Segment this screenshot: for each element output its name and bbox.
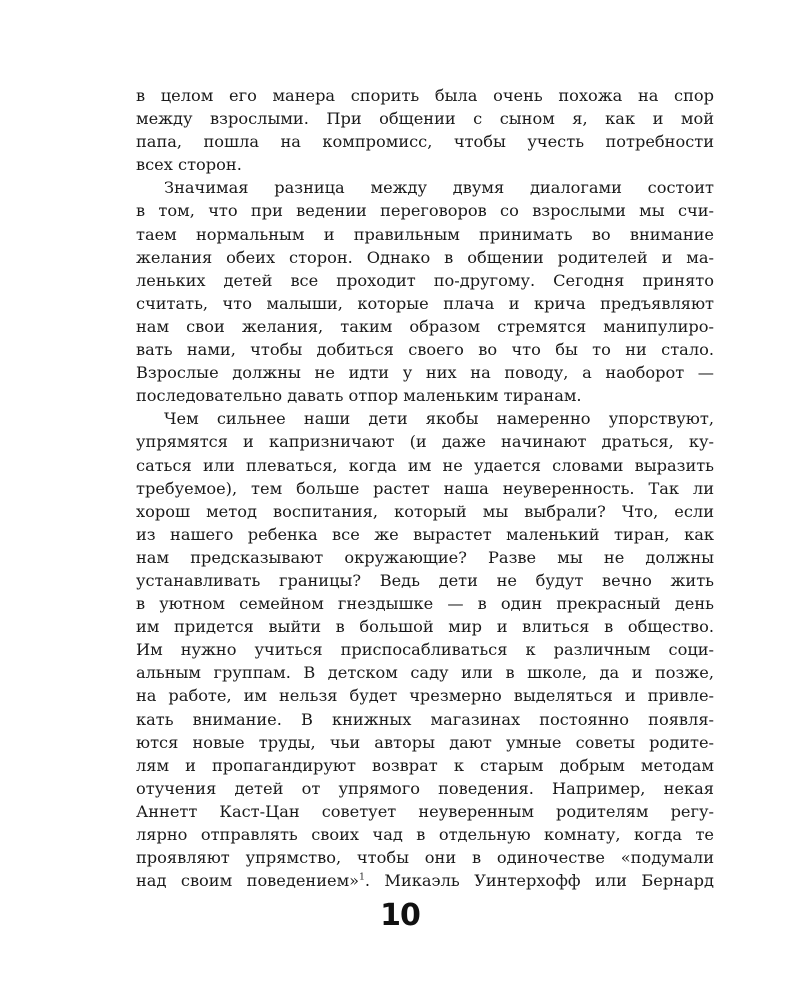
text-line: нам свои желания, таким образом стремятся манипулиро- [136,316,714,336]
text-line: упрямятся и капризничают (и даже начинают драться, ку- [136,432,714,452]
text-line: в том, что при ведении переговоров со взрослыми мы счи- [136,201,714,221]
text-line: ются новые труды, чьи авторы дают умные советы родите- [136,732,714,752]
text-line: последовательно давать отпор маленьким тиранам. [136,386,582,406]
text-line: Им нужно учиться приспосабливаться к различным соци- [136,640,714,660]
text-line: устанавливать границы? Ведь дети не будут вечно жить [136,570,714,590]
body-text [136,84,714,892]
text-line: считать, что малыши, которые плача и крича предъявляют [136,293,714,313]
text-line: требуемое), тем больше растет наша неуверенность. Так ли [136,478,714,498]
footnote-marker: 1 [359,872,365,883]
text-line: в целом его манера спорить была очень похожа на спор [136,86,714,105]
text-line: папа, пошла на компромисс, чтобы учесть потребности [136,132,714,152]
text-line: лям и пропагандируют возврат к старым добрым методам [136,755,714,775]
text-line: им придется выйти в большой мир и влиться в общество. [136,617,714,637]
text-line: леньких детей все проходит по-другому. Сегодня принято [136,270,714,290]
text-line: Аннетт Каст-Цан советует неуверенным родителям регу- [136,801,714,821]
text-line: вать нами, чтобы добиться своего во что бы то ни стало. [136,340,714,360]
text-line: отучения детей от упрямого поведения. Например, некая [136,778,714,798]
text-line: таем нормальным и правильным принимать во внимание [136,224,714,244]
text-line: кать внимание. В книжных магазинах постоянно появля- [136,709,714,729]
text-line: всех сторон. [136,155,242,175]
text-line: желания обеих сторон. Однако в общении родителей и ма- [136,247,714,267]
text-line: альным группам. В детском саду или в школе, да и позже, [136,663,714,683]
text-line: из нашего ребенка все же вырастет маленький тиран, как [136,524,714,544]
text-line: саться или плеваться, когда им не удается словами выразить [136,455,714,475]
text-line: проявляют упрямство, чтобы они в одиночестве «подумали [136,848,714,868]
paragraph-start-line: Чем сильнее наши дети якобы намеренно упорствуют, [164,409,714,429]
text-line: лярно отправлять своих чад в отдельную комнату, когда те [136,825,714,844]
text-line: хорош метод воспитания, который мы выбрали? Что, если [136,501,714,521]
text-line-with-footnote [136,869,714,892]
text-fragment: над своим поведением» [136,871,360,891]
text-fragment: . Микаэль Уинтерхофф или Бернард [364,871,714,891]
text-line: на работе, им нельзя будет чрезмерно выделяться и привле- [136,686,714,706]
paragraph-start-line: Значимая разница между двумя диалогами состоит [164,178,714,198]
text-line: между взрослыми. При общении с сыном я, как и мой [136,109,714,129]
page-number: 10 [380,898,420,933]
text-line: нам предсказывают окружающие? Разве мы не должны [136,547,714,567]
text-line: в уютном семейном гнездышке — в один прекрасный день [136,594,714,614]
text-line: Взрослые должны не идти у них на поводу, а наоборот — [136,363,714,383]
